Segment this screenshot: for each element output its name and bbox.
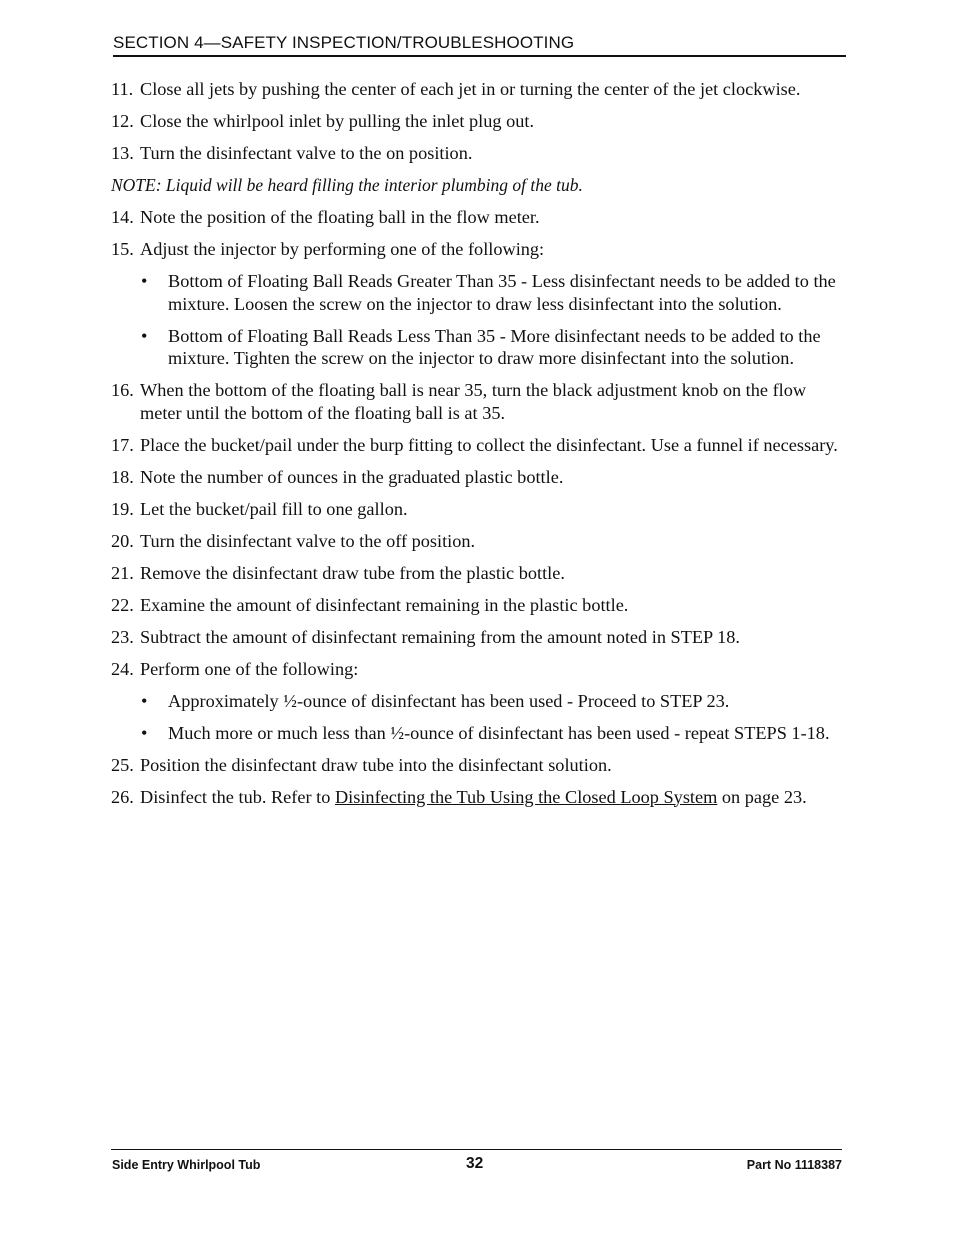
step-number: 17. <box>111 434 134 455</box>
step-22 <box>111 594 843 617</box>
bullet-item <box>111 325 843 370</box>
step-25 <box>111 754 843 777</box>
step-text: Subtract the amount of disinfectant remaining from the amount noted in STEP 18. <box>140 626 740 647</box>
bullet-text: Much more or much less than ½-ounce of disinfectant has been used - repeat STEPS 1-18. <box>168 722 830 743</box>
step-text: Turn the disinfectant valve to the off position. <box>140 530 476 551</box>
step-18 <box>111 466 843 489</box>
step-text: Let the bucket/pail fill to one gallon. <box>140 498 408 519</box>
step-12 <box>111 110 843 133</box>
step-text: Examine the amount of disinfectant remaining in the plastic bottle. <box>140 594 629 615</box>
step-text: Close the whirlpool inlet by pulling the inlet plug out. <box>140 111 535 131</box>
step-text: When the bottom of the floating ball is near 35, turn the black adjustment knob on the flow meter until the bottom of the floating ball is at 35. <box>140 380 807 423</box>
bullet-text: Approximately ½-ounce of disinfectant has been used - Proceed to STEP 23. <box>168 690 730 711</box>
step-text: Perform one of the following: <box>140 658 359 679</box>
bullet-list <box>111 690 843 745</box>
step-number: 24. <box>111 658 134 679</box>
footer-document-title: Side Entry Whirlpool Tub <box>112 1158 261 1172</box>
section-title: SECTION 4—SAFETY INSPECTION/TROUBLESHOOTING <box>113 33 575 52</box>
step-number: 22. <box>111 594 134 615</box>
bullet-icon: • <box>141 690 148 711</box>
step-text: Close all jets by pushing the center of each jet in or turning the center of the jet clockwise. <box>140 79 801 99</box>
step-text: Position the disinfectant draw tube into the disinfectant solution. <box>140 754 612 775</box>
step-number: 25. <box>111 754 134 775</box>
step-26 <box>111 786 843 809</box>
step-20 <box>111 530 843 553</box>
cross-reference-link[interactable]: Disinfecting the Tub Using the Closed Loop System <box>334 786 718 807</box>
bullet-icon: • <box>141 722 148 743</box>
step-number: 26. <box>111 786 134 807</box>
step-text: Note the position of the floating ball in the flow meter. <box>140 207 540 227</box>
step-number: 14. <box>111 207 134 227</box>
step-17 <box>111 434 843 457</box>
bullet-list <box>111 270 843 370</box>
section-header <box>113 31 846 57</box>
step-19 <box>111 498 843 521</box>
footer-part-number: Part No 1118387 <box>746 1158 842 1172</box>
step-text: Note the number of ounces in the graduated plastic bottle. <box>140 466 564 487</box>
bullet-item <box>111 722 843 745</box>
step-number: 21. <box>111 562 134 583</box>
step-number: 12. <box>111 111 134 131</box>
page-footer <box>111 1149 842 1172</box>
step-number: 11. <box>111 79 134 99</box>
step-text-before: Disinfect the tub. Refer to <box>140 786 335 807</box>
step-text: Turn the disinfectant valve to the on position. <box>140 143 473 163</box>
step-number: 16. <box>111 380 134 400</box>
step-number: 18. <box>111 466 134 487</box>
step-24 <box>111 658 843 681</box>
step-15 <box>111 238 843 261</box>
step-text: Remove the disinfectant draw tube from the plastic bottle. <box>140 562 565 583</box>
bullet-icon: • <box>141 271 148 291</box>
bullet-item <box>111 270 843 315</box>
step-number: 23. <box>111 626 134 647</box>
step-number: 15. <box>111 239 134 259</box>
procedure-content <box>111 78 843 818</box>
bullet-icon: • <box>141 325 148 346</box>
step-text-after: on page 23. <box>717 786 807 807</box>
page-number: 32 <box>466 1155 484 1172</box>
step-number: 19. <box>111 498 134 519</box>
step-16 <box>111 379 843 424</box>
note: NOTE: Liquid will be heard filling the interior plumbing of the tub. <box>111 175 583 195</box>
step-11 <box>111 78 843 101</box>
step-number: 20. <box>111 530 134 551</box>
step-23 <box>111 626 843 649</box>
bullet-text: Bottom of Floating Ball Reads Greater Than 35 - Less disinfectant needs to be added to the mixture. Loosen the screw on the injector to draw less disinfectant into the solution. <box>168 271 836 314</box>
step-21 <box>111 562 843 585</box>
step-text: Adjust the injector by performing one of the following: <box>140 239 545 259</box>
step-number: 13. <box>111 143 134 163</box>
bullet-item <box>111 690 843 713</box>
step-text: Place the bucket/pail under the burp fitting to collect the disinfectant. Use a funnel if necessary. <box>140 434 838 455</box>
step-14 <box>111 206 843 229</box>
step-13 <box>111 142 843 165</box>
bullet-text: Bottom of Floating Ball Reads Less Than 35 - More disinfectant needs to be added to the mixture. Tighten the screw on the injector to draw more disinfectant into the solution. <box>168 325 821 368</box>
